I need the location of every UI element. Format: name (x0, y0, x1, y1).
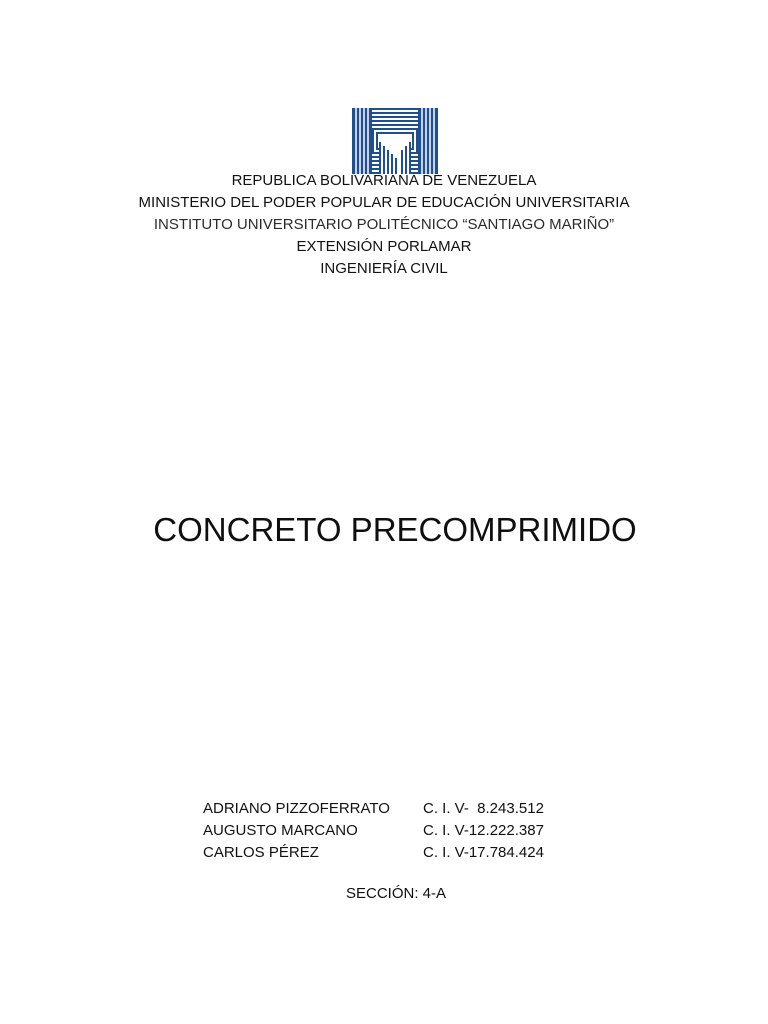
institution-header (0, 170, 768, 280)
country-name: REPUBLICA BOLIVARIANA DE VENEZUELA (231, 172, 537, 189)
author-name: AUGUSTO MARCANO (203, 822, 358, 839)
author-row (203, 820, 544, 842)
author-id: C. I. V-12.222.387 (423, 822, 544, 839)
document-title: CONCRETO PRECOMPRIMIDO (153, 511, 637, 548)
institution-logo-icon (352, 108, 438, 174)
author-row (203, 842, 544, 864)
author-id: C. I. V-17.784.424 (423, 844, 544, 861)
authors-list (203, 798, 544, 864)
author-name: ADRIANO PIZZOFERRATO (203, 800, 390, 817)
campus-name: EXTENSIÓN PORLAMAR (296, 238, 472, 255)
author-row (203, 798, 544, 820)
author-name: CARLOS PÉREZ (203, 844, 319, 861)
section-label: SECCIÓN: 4-A (345, 885, 447, 902)
institute-name: INSTITUTO UNIVERSITARIO POLITÉCNICO “SANTIAGO MARIÑO” (153, 216, 615, 233)
program-name: INGENIERÍA CIVIL (320, 260, 448, 277)
author-id: C. I. V- 8.243.512 (423, 800, 544, 817)
ministry-name: MINISTERIO DEL PODER POPULAR DE EDUCACIÓN UNIVERSITARIA (138, 194, 630, 211)
